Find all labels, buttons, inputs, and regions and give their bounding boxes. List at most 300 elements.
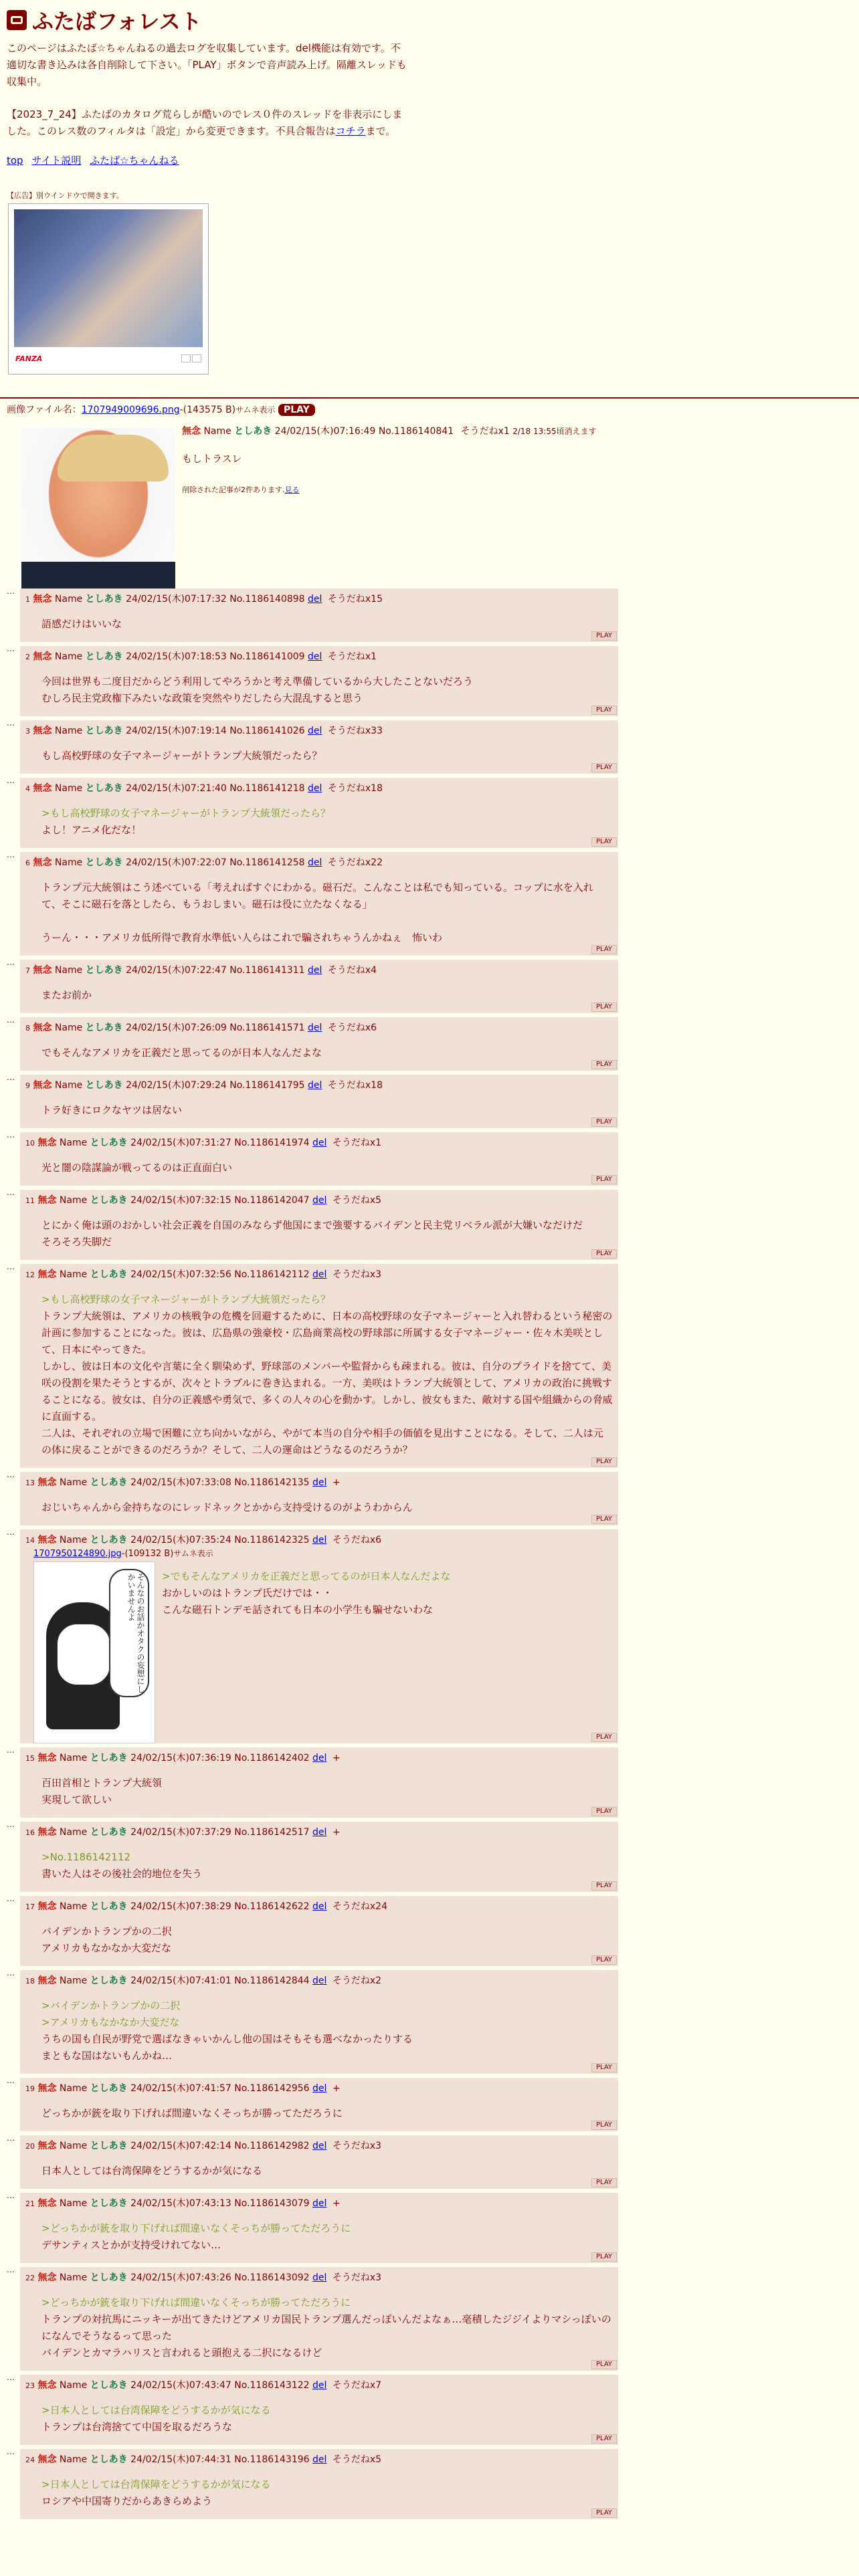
ad-brand: FANZA (15, 354, 43, 363)
body-line: 百田首相とトランプ大統領 (41, 1777, 163, 1789)
reply-cell (20, 588, 618, 642)
sodane-link[interactable]: そうだねx6 (327, 1023, 377, 1033)
sodane-link[interactable]: そうだねx4 (327, 965, 377, 976)
reply (7, 1472, 618, 1525)
reply-header: 8 無念 Name としあき 24/02/15(木)07:26:09 No.1186141571 del そうだねx6 (25, 1023, 377, 1033)
del-link[interactable]: del (308, 783, 322, 794)
reply-author: としあき (90, 2198, 128, 2209)
del-link[interactable]: del (308, 594, 322, 605)
reply-play-button[interactable]: PLAY (591, 2252, 617, 2262)
op-deleted-link[interactable]: 見る (284, 486, 300, 494)
reply-body (41, 1998, 613, 2064)
reply-header: 3 無念 Name としあき 24/02/15(木)07:19:14 No.1186141026 del そうだねx33 (25, 726, 383, 736)
sodane-link[interactable]: そうだねx2 (332, 1975, 382, 1986)
sodane-link[interactable]: そうだねx1 (327, 651, 377, 662)
reply-author: としあき (85, 651, 123, 662)
site-logo-icon (7, 10, 27, 30)
reply-number: No.1186142135 (234, 1477, 310, 1488)
reply (7, 2135, 618, 2189)
sodane-link[interactable]: そうだねx5 (332, 1195, 382, 1206)
reply-number: No.1186141009 (229, 651, 305, 662)
reply-cell (20, 1075, 618, 1128)
op-file-line: 画像ファイル名：1707949009696.png-(143575 B)サムネ表示 PLAY (7, 403, 852, 416)
reply-author: としあき (85, 1023, 123, 1033)
reply-dots: … (7, 644, 15, 653)
reply-cell (20, 2078, 618, 2131)
reply-play-button[interactable]: PLAY (591, 2063, 617, 2072)
reply-number: No.1186141258 (229, 857, 305, 868)
quote-line: >アメリカもなかなか大変だな (41, 2016, 180, 2028)
del-link[interactable]: del (312, 1138, 327, 1148)
reply-header: 20 無念 Name としあき 24/02/15(木)07:42:14 No.1186142982 del そうだねx3 (25, 2141, 382, 2151)
reply-header: 18 無念 Name としあき 24/02/15(木)07:41:01 No.1186142844 del そうだねx2 (25, 1975, 382, 1986)
nav-futaba-link[interactable]: ふたば☆ちゃんねる (90, 154, 179, 167)
del-link[interactable]: del (312, 2198, 327, 2209)
reply-dots: … (7, 2265, 15, 2274)
body-line: デサンティスとかが支持受けれてない… (41, 2239, 221, 2251)
body-line: おじいちゃんから金持ちなのにレッドネックとかから支持受けるのがようわからん (41, 1501, 413, 1513)
ad-label: 【広告】別ウインドウで開きます。 (7, 191, 124, 200)
reply-author: としあき (85, 857, 123, 868)
reply-author: としあき (90, 2380, 128, 2391)
reply-number: No.1186142622 (234, 1901, 310, 1912)
sodane-link[interactable]: そうだねx33 (327, 726, 383, 736)
reply-author: としあき (90, 2083, 128, 2094)
sodane-link[interactable]: そうだねx6 (332, 1535, 382, 1545)
reply-body (41, 2220, 613, 2254)
body-line: トラ好きにロクなヤツは居ない (41, 1104, 183, 1116)
reply (7, 1017, 618, 1071)
ad-next-icon[interactable] (192, 354, 201, 362)
op-number: No.1186140841 (378, 426, 454, 437)
reply-play-button[interactable]: PLAY (591, 2508, 617, 2518)
reply-cell (20, 960, 618, 1013)
sodane-link[interactable]: + (332, 2083, 341, 2094)
sodane-link[interactable]: そうだねx7 (332, 2380, 382, 2391)
quote-line: >日本人としては台湾保障をどうするかが気になる (41, 2478, 271, 2490)
quote-line: >もし高校野球の女子マネージャーがトランプ大統領だったら？ (41, 1293, 330, 1305)
reply-dots: … (7, 1968, 15, 1977)
body-line: しかし、彼は日本の文化や言葉に全く馴染めず、野球部のメンバーや監督からも疎まれる。彼は、自分のプライドを捨てて、美咲の役割を果たそうとするが、次々とトラブルに巻き込まれる。一方、美咲はトランプ大統領として、アメリカの政治に挑戦することになる。彼女は、自分の正義感や勇気で、多くの人々の心を動かす。しかし、彼女もまた、敵対する国や組織からの脅威に直面する。 (41, 1360, 613, 1422)
nav-top-link[interactable]: top (7, 154, 23, 167)
del-link[interactable]: del (312, 1901, 327, 1912)
reply (7, 1264, 618, 1468)
reply (7, 2193, 618, 2263)
reply-body (41, 2402, 613, 2436)
reply-play-button[interactable]: PLAY (591, 1955, 617, 1965)
reply-number: No.1186143079 (234, 2198, 310, 2209)
speech-bubble: そんなのお話かオタクの妄想にしかいませんよ (109, 1569, 149, 1697)
body-line: トランプは台湾捨てて中国を取るだろうな (41, 2421, 233, 2433)
del-link[interactable]: del (308, 651, 322, 662)
body-line: バイデンとカマラハリスと言われると頭抱える二択になるけど (41, 2347, 322, 2359)
body-line: トランプの対抗馬にニッキーが出てきたけどアメリカ国民トランプ選んだっぽいんだよなぁ…毫積したジジイよりマシっぽいのになんでそうなるって思った (41, 2313, 611, 2342)
del-link[interactable]: del (312, 2454, 327, 2465)
quote-line: >No.1186142112 (41, 1851, 130, 1863)
sodane-link[interactable]: + (332, 1477, 341, 1488)
body-line: トランプ元大統領はこう述べている「考えればすぐにわかる。磁石だ。こんなことは私でも知っている。コップに水を入れて、そこに磁石を落としたら、もうおしまい。磁石は役に立たなくなる」 (41, 881, 593, 910)
reply-number: No.1186142517 (234, 1827, 310, 1838)
body-line: 日本人としては台湾保障をどうするかが気になる (41, 2165, 263, 2177)
reply-play-button[interactable]: PLAY (591, 1807, 617, 1816)
reply-number: No.1186142047 (234, 1195, 310, 1206)
reply-header: 1 無念 Name としあき 24/02/15(木)07:17:32 No.1186140898 del そうだねx15 (25, 594, 383, 605)
quote-line: >バイデンかトランプかの二択 (41, 2000, 181, 2012)
reply-author: としあき (90, 1753, 128, 1763)
reply-number: No.1186141218 (229, 783, 305, 794)
op-expire: 2/18 13:55頃消えます (512, 427, 597, 436)
reply-cell (20, 852, 618, 956)
reply (7, 960, 618, 1013)
del-link[interactable]: del (312, 2083, 327, 2094)
del-link[interactable]: del (312, 1753, 327, 1763)
reply (7, 2267, 618, 2371)
body-line: バイデンかトランプかの二択 (41, 1925, 172, 1937)
reply-cell (20, 1132, 618, 1186)
reply-play-button[interactable]: PLAY (591, 837, 617, 847)
reply-dots: … (7, 776, 15, 785)
reply (7, 2078, 618, 2131)
reply-body (41, 2163, 613, 2179)
reply-dots: … (7, 1188, 15, 1197)
reply-dots: … (7, 2133, 15, 2143)
op-author: としあき (234, 426, 272, 437)
reply-dots: … (7, 718, 15, 728)
body-line: どっちかが銃を取り下げれば間違いなくそっちが勝ってただろうに (41, 2107, 343, 2119)
body-line: もし高校野球の女子マネージャーがトランプ大統領だったら？ (41, 750, 322, 762)
reply-header: 23 無念 Name としあき 24/02/15(木)07:43:47 No.1186143122 del そうだねx7 (25, 2380, 382, 2391)
reply-body (41, 879, 613, 946)
reply-body (41, 1291, 613, 1459)
reply-file-line: 1707950124890.jpg-(109132 B)サムネ表示 (33, 1549, 213, 1559)
sodane-link[interactable]: そうだねx15 (327, 594, 383, 605)
reply-dots: … (7, 850, 15, 859)
body-line: うちの国も自民が野党で選ばなきゃいかんし他の国はそもそも選べなかったりする (41, 2033, 413, 2045)
del-link[interactable]: del (312, 1827, 327, 1838)
reply-header: 17 無念 Name としあき 24/02/15(木)07:38:29 No.1186142622 del そうだねx24 (25, 1901, 387, 1912)
intro-paragraph-2: 【2023_7_24】ふたばのカタログ荒らしが酷いのでレス０件のスレッドを非表示にしました。このレス数のフィルタは「設定」から変更できます。不具合報告はコチラまで。 (7, 108, 403, 137)
reply-play-button[interactable]: PLAY (591, 1733, 617, 1742)
reply-number: No.1186143122 (234, 2380, 310, 2391)
body-line: 書いた人はその後社会的地位を失う (41, 1868, 203, 1880)
reply-author: としあき (90, 1477, 128, 1488)
reply-play-button[interactable]: PLAY (591, 1060, 617, 1069)
reply (7, 1529, 618, 1743)
reply-dots: … (7, 1015, 15, 1025)
reply-dots: … (7, 1470, 15, 1479)
reply-dots: … (7, 1073, 15, 1082)
reply-dots: … (7, 1894, 15, 1903)
reply-dots: … (7, 1745, 15, 1755)
reply-play-button[interactable]: PLAY (591, 1457, 617, 1467)
sodane-link[interactable]: そうだねx3 (332, 2272, 382, 2283)
reply-header: 22 無念 Name としあき 24/02/15(木)07:43:26 No.1186143092 del そうだねx3 (25, 2272, 382, 2283)
reply-body (41, 1217, 613, 1251)
reply-cell (20, 1190, 618, 1260)
del-link[interactable]: del (312, 1535, 327, 1545)
reply-number: No.1186142982 (234, 2141, 310, 2151)
op-image[interactable] (21, 428, 175, 593)
quote-line: >どっちかが銃を取り下げれば間違いなくそっちが勝ってただろうに (41, 2222, 351, 2234)
quote-line: >どっちかが銃を取り下げれば間違いなくそっちが勝ってただろうに (41, 2296, 351, 2309)
del-link[interactable]: del (308, 726, 322, 736)
reply-dots: … (7, 1820, 15, 1829)
reply-number: No.1186142402 (234, 1753, 310, 1763)
sodane-link[interactable]: そうだねx1 (332, 1138, 382, 1148)
del-link[interactable]: del (312, 1269, 327, 1280)
reply-number: No.1186141571 (229, 1023, 305, 1033)
reply-dots: … (7, 2373, 15, 2382)
reply-number: No.1186141974 (234, 1138, 310, 1148)
reply-cell (20, 2135, 618, 2189)
site-header (7, 4, 852, 36)
reply-cell (20, 1264, 618, 1468)
reply-body (41, 1923, 613, 1957)
intro (7, 40, 408, 140)
op-play-button[interactable]: PLAY (278, 404, 315, 416)
reply-play-button[interactable]: PLAY (591, 1515, 617, 1524)
reply-dots: … (7, 958, 15, 967)
reply-author: としあき (90, 2272, 128, 2283)
reply-play-button[interactable]: PLAY (591, 1881, 617, 1891)
reply-cell (20, 646, 618, 716)
reply-play-button[interactable]: PLAY (591, 763, 617, 772)
reply-cell (20, 1822, 618, 1892)
reply-body (41, 2476, 613, 2510)
reply-body (41, 673, 613, 707)
quote-line: >でもそんなアメリカを正義だと思ってるのが日本人なんだよな (162, 1570, 451, 1582)
op-file-link[interactable]: 1707949009696.png (81, 405, 180, 415)
sodane-link[interactable]: + (332, 1753, 341, 1763)
reply (7, 852, 618, 956)
reply-author: としあき (90, 2454, 128, 2465)
reply (7, 1970, 618, 2074)
reply-cell (20, 1472, 618, 1525)
body-line: 今回は世界も二度目だからどう利用してやろうかと考え準備しているから大したことないだろう (41, 675, 474, 687)
reply-author: としあき (90, 1827, 128, 1838)
reply-play-button[interactable]: PLAY (591, 1002, 617, 1012)
body-line: むしろ民主党政権下みたいな政策を突然やりだしたら大混乱すると思う (41, 692, 363, 704)
reply (7, 1896, 618, 1966)
reply-body (41, 2105, 613, 2122)
del-link[interactable]: del (312, 2272, 327, 2283)
ad-prev-icon[interactable] (181, 354, 191, 362)
reply (7, 778, 618, 848)
intro-paragraph-1: このページはふたば☆ちゃんねるの過去ログを収集しています。del機能は有効です。不適切な書き込みは各自削除して下さい。「PLAY」ボタンで音声読み上げ。隔離スレッドも収集中。 (7, 42, 407, 88)
reply-play-button[interactable]: PLAY (591, 2178, 617, 2187)
body-line: 実現して欲しい (41, 1794, 112, 1806)
reply-play-button[interactable]: PLAY (591, 631, 617, 641)
del-link[interactable]: del (312, 2380, 327, 2391)
sodane-link[interactable]: + (332, 2198, 341, 2209)
body-line: おかしいのはトランプ氏だけでは・・ (162, 1587, 333, 1599)
reply (7, 1822, 618, 1892)
reply-header: 15 無念 Name としあき 24/02/15(木)07:36:19 No.1186142402 del + (25, 1753, 341, 1763)
reply-body (41, 1849, 613, 1883)
reply-cell (20, 1017, 618, 1071)
op-post (0, 399, 859, 597)
body-line: でもそんなアメリカを正義だと思ってるのが日本人なんだよな (41, 1047, 322, 1059)
del-link[interactable]: del (312, 1195, 327, 1206)
reply-dots: … (7, 1527, 15, 1537)
reply-header: 21 無念 Name としあき 24/02/15(木)07:43:13 No.1186143079 del + (25, 2198, 341, 2209)
reply-dots: … (7, 1262, 15, 1271)
reply-list (7, 588, 618, 2523)
del-link[interactable]: del (312, 2141, 327, 2151)
reply-cell (20, 720, 618, 774)
reply-header: 24 無念 Name としあき 24/02/15(木)07:44:31 No.1186143196 del そうだねx5 (25, 2454, 382, 2465)
sodane-link[interactable]: そうだねx22 (327, 857, 383, 868)
reply (7, 1132, 618, 1186)
body-line: アメリカもなかなか大変だな (41, 1942, 171, 1954)
sodane-link[interactable]: そうだねx3 (332, 2141, 382, 2151)
nav-links (7, 153, 852, 167)
op-header: 無念 Name としあき 24/02/15(木)07:16:49 No.1186140841 そうだねx1 2/18 13:55頃消えます (182, 426, 597, 437)
reply-cell (20, 2193, 618, 2263)
reply (7, 646, 618, 716)
reply-author: としあき (90, 1535, 128, 1545)
body-line: まともな国はないもんかね… (41, 2050, 173, 2062)
sodane-link[interactable]: そうだねx18 (327, 783, 383, 794)
reply-image[interactable] (33, 1562, 155, 1743)
body-line: 語感だけはいいな (41, 618, 122, 630)
reply-body (41, 1102, 613, 1119)
del-link[interactable]: del (308, 1023, 322, 1033)
quote-line: >もし高校野球の女子マネージャーがトランプ大統領だったら？ (41, 807, 330, 819)
reply-dots: … (7, 2447, 15, 2456)
ad-nav (180, 352, 201, 365)
reply (7, 720, 618, 774)
reply-number: No.1186143196 (234, 2454, 310, 2465)
body-line: よし！アニメ化だな！ (41, 824, 142, 836)
reply-header: 11 無念 Name としあき 24/02/15(木)07:32:15 No.1186142047 del そうだねx5 (25, 1195, 382, 1206)
reply-body (41, 2294, 613, 2361)
reply-body (41, 987, 613, 1004)
reply-header: 4 無念 Name としあき 24/02/15(木)07:21:40 No.1186141218 del そうだねx18 (25, 783, 383, 794)
reply-author: としあき (90, 1901, 128, 1912)
reply-body (41, 1499, 613, 1516)
sodane-link[interactable]: そうだねx5 (332, 2454, 382, 2465)
del-link[interactable]: del (308, 1080, 322, 1091)
reply-number: No.1186140898 (229, 594, 305, 605)
body-line: 光と闇の陰謀論が戦ってるのは正直面白い (41, 1162, 233, 1174)
quote-line: >日本人としては台湾保障をどうするかが気になる (41, 2404, 271, 2416)
body-line: ロシアや中国寄りだからあきらめよう (41, 2495, 213, 2507)
del-link[interactable]: del (312, 1975, 327, 1986)
reply-header: 7 無念 Name としあき 24/02/15(木)07:22:47 No.1186141311 del そうだねx4 (25, 965, 377, 976)
ad-banner[interactable] (8, 203, 209, 374)
sodane-link[interactable]: + (332, 1827, 341, 1838)
reply-header: 6 無念 Name としあき 24/02/15(木)07:22:07 No.1186141258 del そうだねx22 (25, 857, 383, 868)
reply-dots: … (7, 586, 15, 596)
del-link[interactable]: del (308, 965, 322, 976)
reply-play-button[interactable]: PLAY (591, 945, 617, 954)
reply-body (41, 1775, 613, 1808)
reply-file-link[interactable]: 1707950124890.jpg (33, 1549, 122, 1559)
reply-header: 13 無念 Name としあき 24/02/15(木)07:33:08 No.1186142135 del + (25, 1477, 341, 1488)
reply-cell (20, 778, 618, 848)
reply (7, 1190, 618, 1260)
sodane-link[interactable]: そうだねx3 (332, 1269, 382, 1280)
reply (7, 2375, 618, 2445)
reply-cell (20, 1896, 618, 1966)
reply-play-button[interactable]: PLAY (591, 1249, 617, 1259)
reply-author: としあき (85, 726, 123, 736)
reply-author: としあき (85, 594, 123, 605)
reply-play-button[interactable]: PLAY (591, 1117, 617, 1127)
reply-play-button[interactable]: PLAY (591, 2121, 617, 2130)
reply-header: 16 無念 Name としあき 24/02/15(木)07:37:29 No.1186142517 del + (25, 1827, 341, 1838)
reply-cell (20, 1970, 618, 2074)
reply (7, 2449, 618, 2519)
body-line: またお前か (41, 989, 92, 1001)
reply-play-button[interactable]: PLAY (591, 2360, 617, 2369)
reply-author: としあき (90, 1975, 128, 1986)
body-line: 二人は、それぞれの立場で困難に立ち向かいながら、やがて本当の自分や相手の価値を見出すことになる。そして、二人は元の体に戻ることができるのだろうか？そして、二人の運命はどうなるのだろうか？ (41, 1427, 603, 1456)
reply-number: No.1186142112 (234, 1269, 310, 1280)
reply-play-button[interactable]: PLAY (591, 1175, 617, 1184)
reply-dots: … (7, 1130, 15, 1140)
body-line: そろそろ失脚だ (41, 1236, 112, 1248)
reply-number: No.1186142844 (234, 1975, 310, 1986)
ad-image[interactable] (14, 209, 203, 347)
reply-play-button[interactable]: PLAY (591, 706, 617, 715)
reply-header: 12 無念 Name としあき 24/02/15(木)07:32:56 No.1186142112 del そうだねx3 (25, 1269, 382, 1280)
reply-body (41, 616, 613, 633)
reply-number: No.1186141026 (229, 726, 305, 736)
reply-cell (20, 2267, 618, 2371)
reply-dots: … (7, 2191, 15, 2200)
op-sodane-link[interactable]: そうだねx1 (460, 426, 510, 437)
reply-body (41, 805, 613, 839)
reply-number: No.1186143092 (234, 2272, 310, 2283)
reply-author: としあき (85, 965, 123, 976)
del-link[interactable]: del (308, 857, 322, 868)
reply-author: としあき (85, 783, 123, 794)
reply-number: No.1186142956 (234, 2083, 310, 2094)
reply-header: 2 無念 Name としあき 24/02/15(木)07:18:53 No.1186141009 del そうだねx1 (25, 651, 377, 662)
body-line: こんな磁石トンデモ話されても日本の小学生も騙せないわな (162, 1604, 434, 1616)
sodane-link[interactable]: そうだねx24 (332, 1901, 387, 1912)
reply-body (41, 1045, 613, 1061)
reply (7, 1075, 618, 1128)
reply-play-button[interactable]: PLAY (591, 2434, 617, 2444)
body-line: うーん・・・アメリカ低所得で教育水準低い人らはこれで騙されちゃうんかねぇ 怖いわ (41, 932, 442, 944)
reply-cell (20, 1747, 618, 1818)
reply (7, 588, 618, 642)
body-line: トランプ大統領は、アメリカの核戦争の危機を回避するために、日本の高校野球の女子マネージャーと入れ替わるという秘密の計画に参加することになった。彼は、広島県の強豪校・広島商業高校の野球部に所属する女子マネージャー・佐々木美咲として、日本にやってきた。 (41, 1310, 613, 1356)
reply-header: 14 無念 Name としあき 24/02/15(木)07:35:24 No.1186142325 del そうだねx6 (25, 1535, 382, 1545)
reply (7, 1747, 618, 1818)
reply-number: No.1186142325 (234, 1535, 310, 1545)
reply-number: No.1186141795 (229, 1080, 305, 1091)
site-title: ふたばフォレスト (32, 9, 202, 34)
reply-cell (20, 2375, 618, 2445)
reply-cell (20, 2449, 618, 2519)
reply-dots: … (7, 2076, 15, 2085)
body-line: とにかく俺は頭のおかしい社会正義を自国のみならず他国にまで強要するバイデンと民主党リベラル派が大嫌いなだけだ (41, 1219, 583, 1231)
reply-header: 10 無念 Name としあき 24/02/15(木)07:31:27 No.1186141974 del そうだねx1 (25, 1138, 382, 1148)
del-link[interactable]: del (312, 1477, 327, 1488)
reply-header: 9 無念 Name としあき 24/02/15(木)07:29:24 No.1186141795 del そうだねx18 (25, 1080, 383, 1091)
sodane-link[interactable]: そうだねx18 (327, 1080, 383, 1091)
reply-number: No.1186141311 (229, 965, 305, 976)
nav-about-link[interactable]: サイト説明 (31, 154, 82, 167)
op-body: もしトラスレ (182, 453, 242, 465)
reply-body (41, 1160, 613, 1176)
bug-report-link[interactable]: コチラ (335, 125, 366, 137)
reply-author: としあき (90, 1269, 128, 1280)
